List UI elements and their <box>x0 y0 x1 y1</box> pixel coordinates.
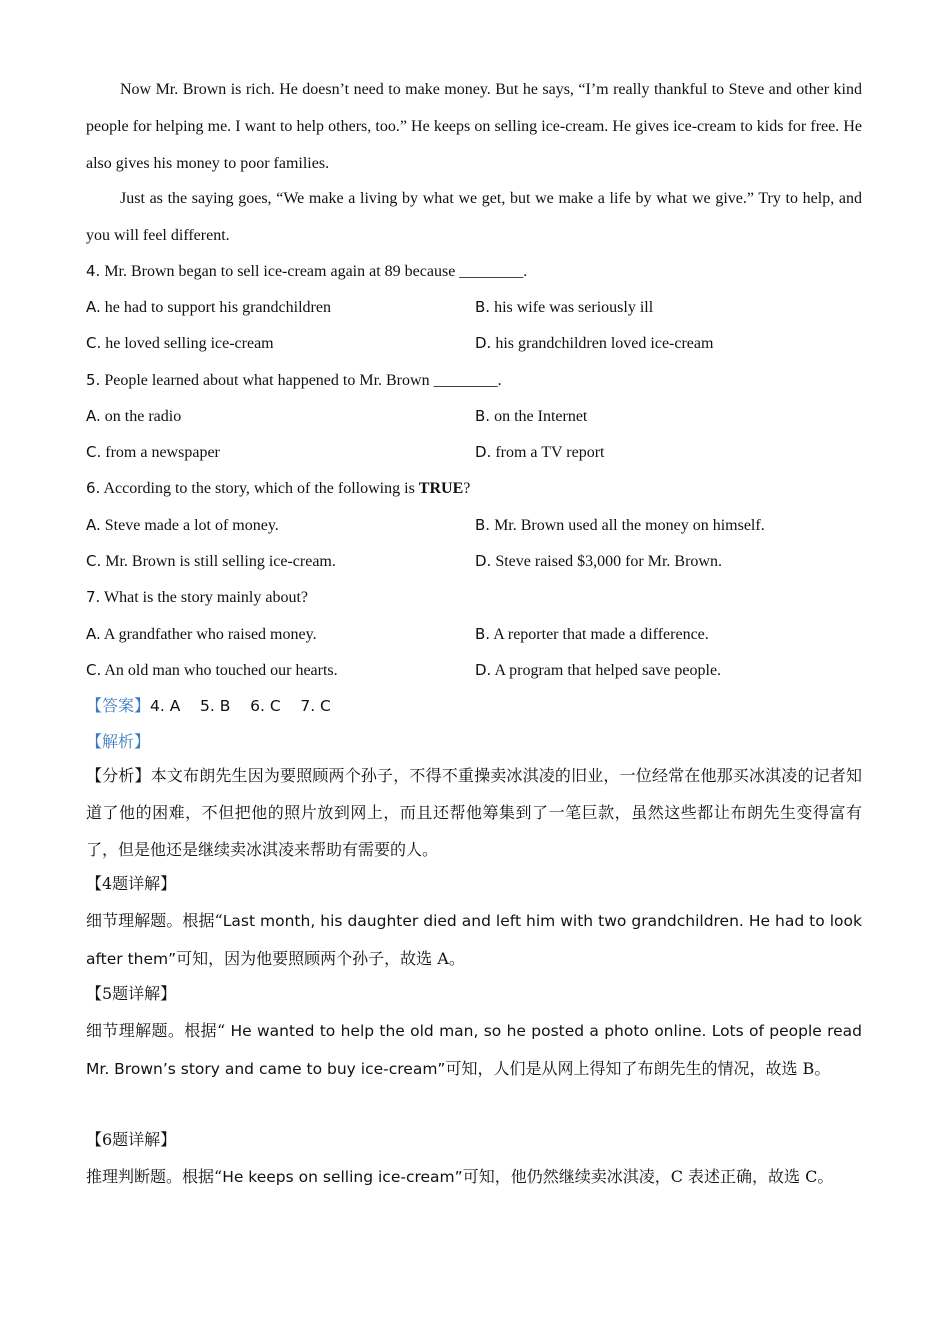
question-4-option-d: D. his grandchildren loved ice-cream <box>475 334 714 352</box>
passage-paragraph-2: Just as the saying goes, “We make a living by what we get, but we make a life by what we give.” Try to help, and you will feel different. <box>86 190 862 244</box>
question-7-option-b: B. A reporter that made a difference. <box>475 625 709 643</box>
q6-detail: 推理判断题。根据“He keeps on selling ice-cream”可知，他仍然继续卖冰淇凌，C 表述正确，故选 C。 <box>86 1167 834 1186</box>
answer-text: 4. A 5. B 6. C 7. C <box>150 697 331 715</box>
analysis-summary <box>86 757 862 868</box>
q5-detail: 细节理解题。根据“ He wanted to help the old man, so he posted a photo online. Lots of people read Mr. Brown’s story and came to buy ice-cream”可知，人们是从网上得知了布朗先生的情况，故选 B。 <box>86 1021 862 1078</box>
question-4-option-c: C. he loved selling ice-cream <box>86 334 274 352</box>
question-6-option-c: C. Mr. Brown is still selling ice-cream. <box>86 552 336 570</box>
q4-detail-heading: 【4题详解】 <box>86 874 177 893</box>
analysis-label: 【解析】 <box>86 732 151 751</box>
question-5-option-d: D. from a TV report <box>475 443 605 461</box>
q6-detail-heading: 【6题详解】 <box>86 1130 177 1149</box>
question-stem: Mr. Brown began to sell ice-cream again at 89 because ________. <box>104 263 528 280</box>
question-stem: According to the story, which of the following is TRUE? <box>103 480 471 497</box>
question-number: 6. <box>86 479 101 497</box>
question-5-option-b: B. on the Internet <box>475 407 588 425</box>
question-7-option-d: D. A program that helped save people. <box>475 661 722 679</box>
question-6 <box>86 478 862 499</box>
question-stem: People learned about what happened to Mr. Brown ________. <box>104 372 502 389</box>
question-4-option-a: A. he had to support his grandchildren <box>86 298 331 316</box>
question-5-option-a: A. on the radio <box>86 407 182 425</box>
question-5 <box>86 370 862 391</box>
question-7-option-c: C. An old man who touched our hearts. <box>86 661 338 679</box>
q4-detail: 细节理解题。根据“Last month, his daughter died and left him with two grandchildren. He had to look after them”可知，因为他要照顾两个孙子，故选 A。 <box>86 911 862 968</box>
question-6-option-a: A. Steve made a lot of money. <box>86 516 279 534</box>
question-7-option-a: A. A grandfather who raised money. <box>86 625 317 643</box>
question-7 <box>86 587 862 608</box>
answer-line <box>86 696 331 717</box>
question-4 <box>86 261 862 282</box>
answer-label: 【答案】 <box>86 696 151 715</box>
question-number: 4. <box>86 262 101 280</box>
question-4-option-b: B. his wife was seriously ill <box>475 298 654 316</box>
q5-detail-heading: 【5题详解】 <box>86 984 177 1003</box>
question-6-option-b: B. Mr. Brown used all the money on himself. <box>475 516 765 534</box>
question-number: 7. <box>86 588 101 606</box>
summary-label: 【分析】 <box>86 766 151 785</box>
question-stem: What is the story mainly about? <box>104 589 308 606</box>
question-5-option-c: C. from a newspaper <box>86 443 220 461</box>
question-number: 5. <box>86 371 101 389</box>
question-6-option-d: D. Steve raised $3,000 for Mr. Brown. <box>475 552 722 570</box>
summary-text: 本文布朗先生因为要照顾两个孙子，不得不重操卖冰淇凌的旧业，一位经常在他那买冰淇凌的记者知道了他的困难，不但把他的照片放到网上，而且还帮他筹集到了一笔巨款，虽然这些都让布朗先生变得富有了，但是他还是继续卖冰淇凌来帮助有需要的人。 <box>86 766 862 859</box>
passage-paragraph-1: Now Mr. Brown is rich. He doesn’t need to make money. But he says, “I’m really thankful to Steve and other kind people for helping me. I want to help others, too.” He keeps on selling ice-cream. He gives ice-cream to kids for free. He also gives his money to poor families. <box>86 81 862 172</box>
